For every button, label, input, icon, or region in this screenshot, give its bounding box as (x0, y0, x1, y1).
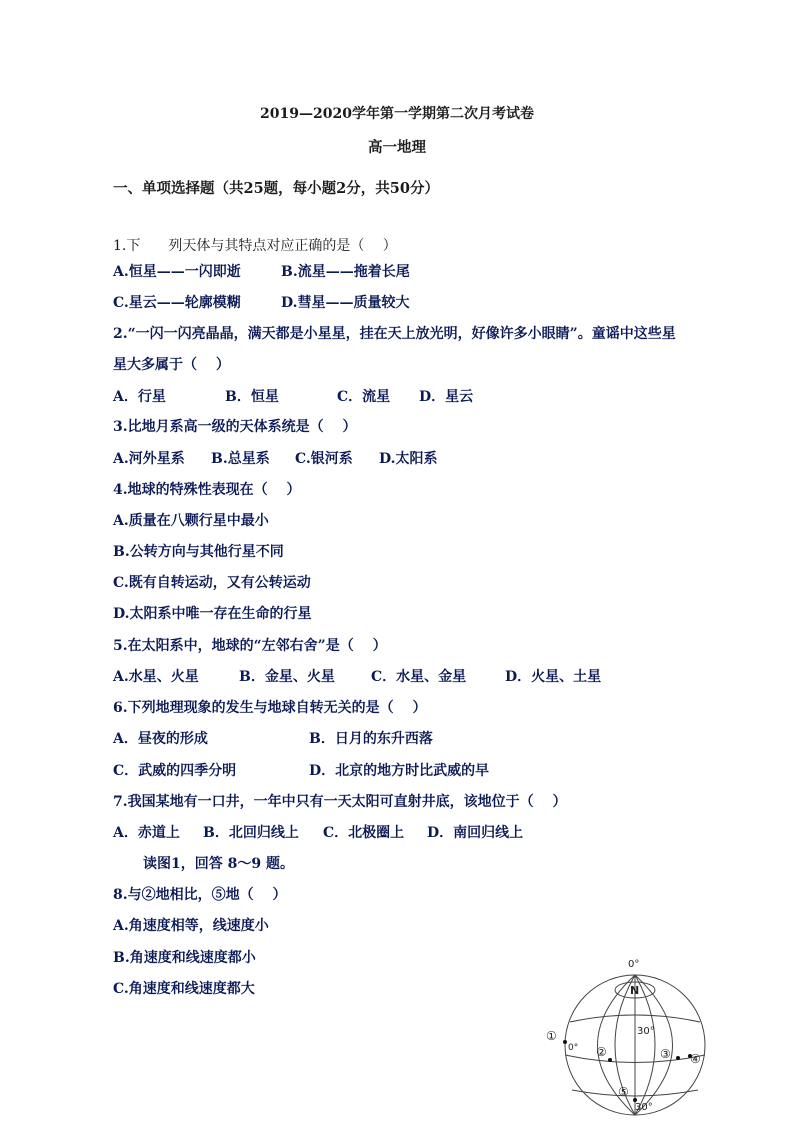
point-2-dot (608, 1058, 612, 1062)
q6-option-b: B．日月的东升西落 (309, 731, 433, 747)
q6-option-d: D．北京的地方时比武威的早 (309, 763, 490, 779)
q7-option-c: C．北极圈上 (323, 825, 405, 841)
figure-note: 读图1，回答 8～9 题。 (143, 856, 294, 872)
q7-option-b: B．北回归线上 (203, 825, 299, 841)
q4-option-b: B.公转方向与其他行星不同 (113, 544, 284, 560)
section-heading: 一、单项选择题（共25题，每小题2分，共50分） (113, 180, 439, 197)
q3-option-c: C.银河系 (295, 451, 353, 467)
q4-stem: 4.地球的特殊性表现在（ ） (113, 482, 301, 498)
q1-stem: 1.下 列天体与其特点对应正确的是（ ） (113, 238, 397, 254)
q7-option-d: D．南回归线上 (427, 825, 524, 841)
label-30s: 30° (635, 1102, 653, 1113)
q1-option-a: A.恒星——一闪即逝 (113, 264, 241, 280)
q2-option-d: D．星云 (419, 389, 474, 405)
q2-stem-line2: 星大多属于（ ） (113, 357, 230, 373)
q7-stem: 7.我国某地有一口井，一年中只有一天太阳可直射井底，该地位于（ ） (113, 794, 567, 810)
q8-option-b: B.角速度和线速度都小 (113, 950, 256, 966)
q5-option-c: C．水星、金星 (371, 669, 467, 685)
q5-stem: 5.在太阳系中，地球的“左邻右舍”是（ ） (113, 638, 387, 654)
q1-option-b: B.流星——拖着长尾 (281, 264, 410, 280)
q5-option-b: B．金星、火星 (239, 669, 335, 685)
q6-stem: 6.下列地理现象的发生与地球自转无关的是（ ） (113, 700, 427, 716)
q6-option-c: C．武威的四季分明 (113, 763, 237, 779)
exam-title: 2019—2020学年第一学期第二次月考试卷 (260, 106, 534, 122)
q3-option-b: B.总星系 (211, 451, 270, 467)
q3-option-a: A.河外星系 (113, 451, 185, 467)
exam-subtitle: 高一地理 (368, 139, 426, 156)
q8-stem: 8.与②地相比，⑤地（ ） (113, 887, 287, 903)
q5-option-d: D．火星、土星 (505, 669, 602, 685)
q4-option-c: C.既有自转运动，又有公转运动 (113, 575, 311, 591)
q1-option-d: D.彗星——质量较大 (281, 295, 410, 311)
q5-option-a: A.水星、火星 (113, 669, 199, 685)
q2-option-a: A．行星 (113, 389, 166, 405)
q8-option-a: A.角速度相等，线速度小 (113, 918, 269, 934)
label-top-0: 0° (628, 959, 640, 970)
q2-stem-line1: 2.“一闪一闪亮晶晶，满天都是小星星，挂在天上放光明，好像许多小眼睛”。童谣中这些星 (113, 326, 676, 342)
q4-option-d: D.太阳系中唯一存在生命的行星 (113, 606, 312, 622)
globe-figure (540, 950, 720, 1120)
q8-option-c: C.角速度和线速度都大 (113, 981, 255, 997)
q7-option-a: A．赤道上 (113, 825, 180, 841)
label-point-2: ② (596, 1045, 607, 1059)
label-30n: 30° (637, 1026, 655, 1037)
q3-stem: 3.比地月系高一级的天体系统是（ ） (113, 419, 357, 435)
label-point-3: ③ (660, 1047, 671, 1061)
point-5-dot (633, 1098, 637, 1102)
label-equator-0: 0° (568, 1043, 579, 1053)
label-point-1: ① (546, 1029, 557, 1043)
label-north-pole: N (630, 984, 640, 997)
q6-option-a: A．昼夜的形成 (113, 731, 208, 747)
q2-option-c: C．流星 (337, 389, 391, 405)
point-3-dot (676, 1056, 680, 1060)
label-point-5: ⑤ (618, 1085, 629, 1099)
point-1-dot (563, 1040, 567, 1044)
q3-option-d: D.太阳系 (379, 451, 438, 467)
q4-option-a: A.质量在八颗行星中最小 (113, 513, 269, 529)
q2-option-b: B．恒星 (225, 389, 279, 405)
label-point-4: ④ (690, 1052, 701, 1066)
q1-option-c: C.星云——轮廓模糊 (113, 295, 241, 311)
